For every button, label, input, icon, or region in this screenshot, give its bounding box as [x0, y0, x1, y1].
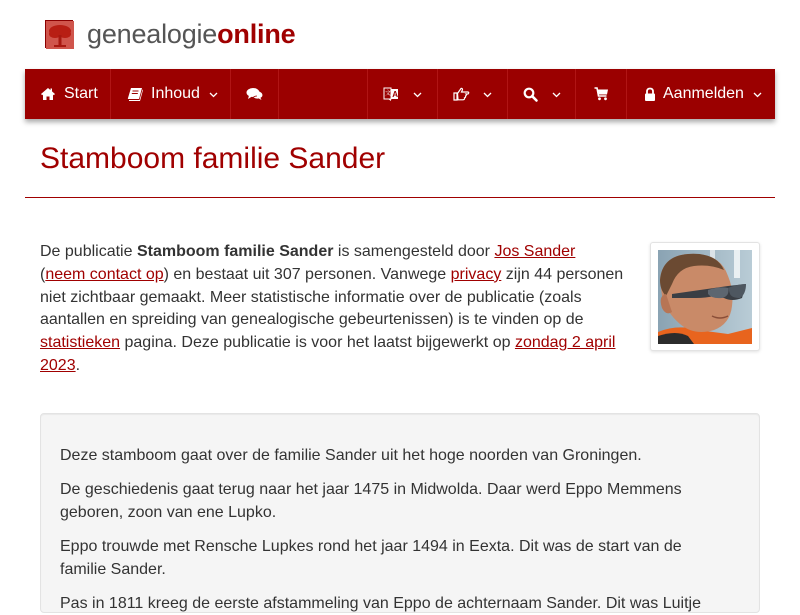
site-logo-link[interactable]	[45, 16, 295, 52]
intro-text: pagina. Deze publicatie is voor het laatst bijgewerkt op	[120, 334, 515, 352]
svg-text:A: A	[392, 90, 399, 99]
intro-text: .	[75, 356, 81, 374]
chevron-down-icon	[552, 90, 561, 99]
statistics-link[interactable]: statistieken	[40, 334, 121, 352]
main-navbar	[25, 69, 775, 119]
description-paragraph: Pas in 1811 kreeg de eerste afstammeling van Eppo de achternaam Sander. Dit was Luitje	[60, 595, 701, 612]
search-icon	[523, 86, 538, 102]
nav-login[interactable]	[627, 69, 775, 119]
nav-login-label: Aanmelden	[663, 85, 744, 102]
nav-suggest[interactable]	[438, 69, 508, 119]
author-link[interactable]: Jos Sander	[494, 243, 576, 260]
publication-name: Stamboom familie Sander	[136, 243, 334, 260]
brand-part-online: online	[217, 19, 296, 49]
nav-shop[interactable]	[576, 69, 627, 119]
tree-logo-icon	[45, 20, 73, 48]
intro-text: zijn 44 personen niet zichtbaar gemaakt. Meer statistische informatie over de publicatie (zoals aantallen en spreiding van genealogische gebeurtenissen) is te vinden op de	[40, 265, 624, 329]
home-icon	[40, 86, 56, 102]
nav-search[interactable]	[508, 69, 576, 119]
intro-text: is samengesteld door	[333, 243, 495, 260]
publication-intro	[40, 241, 630, 378]
cart-icon	[593, 86, 609, 102]
author-avatar	[658, 250, 752, 344]
intro-text: De publicatie	[40, 243, 137, 260]
privacy-link[interactable]: privacy	[450, 265, 502, 283]
intro-text: (	[40, 265, 46, 283]
contact-link[interactable]: neem contact op	[45, 265, 164, 283]
page-title: Stamboom familie Sander	[40, 142, 386, 175]
comments-icon	[246, 86, 262, 102]
nav-inhoud[interactable]	[111, 69, 231, 119]
nav-start[interactable]	[25, 69, 111, 119]
chevron-down-icon	[413, 90, 422, 99]
chevron-down-icon	[483, 90, 492, 99]
author-photo-frame[interactable]	[650, 242, 760, 351]
tree-description-panel	[40, 413, 760, 613]
nav-start-label: Start	[64, 85, 98, 102]
book-icon	[127, 86, 143, 102]
description-paragraph: Deze stamboom gaat over de familie Sander uit het hoge noorden van Groningen.	[60, 447, 642, 464]
last-updated-link[interactable]: zondag 2 april 2023	[40, 334, 616, 374]
navbar-spacer	[279, 69, 368, 119]
chevron-down-icon	[753, 90, 762, 99]
translate-icon	[383, 86, 399, 102]
nav-forum[interactable]	[231, 69, 279, 119]
hand-pointer-icon	[453, 86, 469, 102]
description-paragraph: De geschiedenis gaat terug naar het jaar 1475 in Midwolda. Daar werd Eppo Memmens geboren, zoon van ene Lupko.	[60, 481, 682, 521]
intro-text: ) en bestaat uit 307 personen. Vanwege	[163, 265, 451, 283]
chevron-down-icon	[209, 90, 218, 99]
svg-text:文: 文	[385, 91, 392, 97]
description-paragraph: Eppo trouwde met Rensche Lupkes rond het jaar 1494 in Eexta. Dit was de start van de familie Sander.	[60, 538, 682, 578]
nav-language[interactable]	[368, 69, 438, 119]
brand-part-genealogie: genealogie	[87, 19, 218, 49]
nav-inhoud-label: Inhoud	[151, 85, 200, 102]
site-name	[87, 16, 295, 52]
lock-icon	[644, 86, 656, 102]
title-divider	[25, 197, 775, 198]
